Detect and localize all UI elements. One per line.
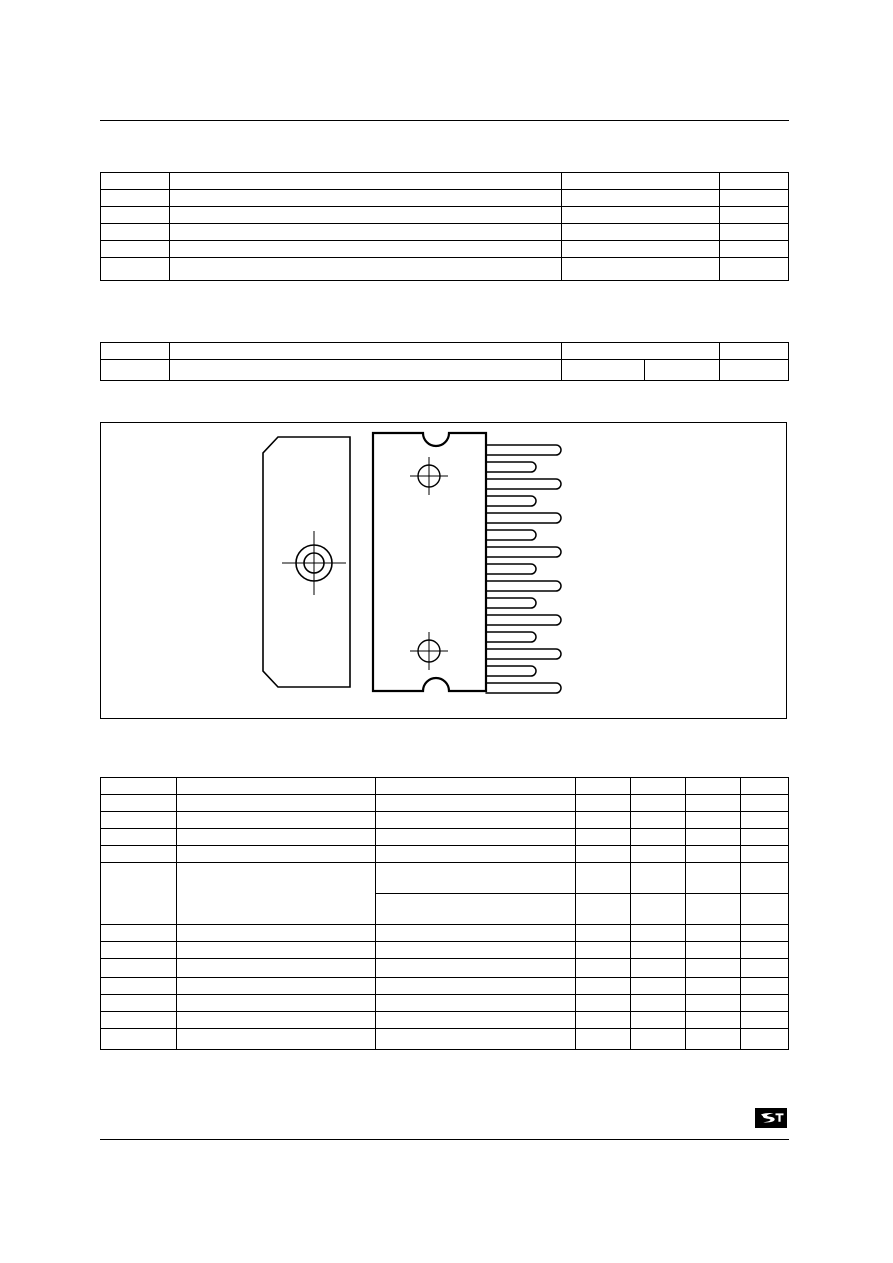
cell xyxy=(376,995,576,1012)
cell xyxy=(575,1012,630,1029)
cell xyxy=(101,942,177,959)
cell xyxy=(376,778,576,795)
cell xyxy=(685,942,740,959)
table-row xyxy=(101,173,789,190)
cell xyxy=(740,863,788,894)
table-row xyxy=(101,190,789,207)
cell xyxy=(561,224,719,241)
cell xyxy=(169,258,561,281)
table-row xyxy=(101,846,789,863)
cell xyxy=(575,846,630,863)
cell xyxy=(101,207,170,224)
cell xyxy=(685,812,740,829)
cell xyxy=(376,942,576,959)
cell xyxy=(176,925,376,942)
cell xyxy=(169,173,561,190)
cell xyxy=(376,795,576,812)
cell xyxy=(101,925,177,942)
cell xyxy=(575,959,630,978)
lead-5 xyxy=(486,513,561,523)
cell xyxy=(169,224,561,241)
cell xyxy=(169,360,561,381)
cell xyxy=(176,846,376,863)
lead-11 xyxy=(486,615,561,625)
footer-rule xyxy=(100,1139,789,1140)
table-row xyxy=(101,942,789,959)
cell xyxy=(740,795,788,812)
cell xyxy=(720,173,789,190)
cell xyxy=(561,207,719,224)
cell xyxy=(561,343,719,360)
cell xyxy=(101,173,170,190)
cell xyxy=(740,995,788,1012)
cell xyxy=(169,343,561,360)
cell xyxy=(561,173,719,190)
cell xyxy=(630,1012,685,1029)
cell xyxy=(720,343,789,360)
cell xyxy=(101,846,177,863)
cell xyxy=(575,894,630,925)
table-row xyxy=(101,343,789,360)
cell xyxy=(101,241,170,258)
cell xyxy=(740,894,788,925)
cell xyxy=(169,190,561,207)
lead-10 xyxy=(486,598,536,608)
header-rule xyxy=(100,120,789,121)
table-row xyxy=(101,812,789,829)
cell xyxy=(101,224,170,241)
lead-2 xyxy=(486,462,536,472)
cell xyxy=(720,241,789,258)
package-svg xyxy=(101,423,786,718)
cell xyxy=(644,360,720,381)
cell xyxy=(101,978,177,995)
lead-7 xyxy=(486,547,561,557)
table-row xyxy=(101,778,789,795)
cell xyxy=(575,795,630,812)
cell xyxy=(740,812,788,829)
cell xyxy=(685,978,740,995)
cell xyxy=(630,995,685,1012)
cell xyxy=(685,894,740,925)
lead-15 xyxy=(486,683,561,693)
cell xyxy=(685,795,740,812)
table-row xyxy=(101,829,789,846)
cell xyxy=(575,942,630,959)
table-row xyxy=(101,959,789,978)
table-row xyxy=(101,795,789,812)
cell xyxy=(685,1029,740,1050)
cell xyxy=(630,846,685,863)
cell xyxy=(176,959,376,978)
table-row xyxy=(101,863,789,894)
cell xyxy=(176,778,376,795)
table-row xyxy=(101,1012,789,1029)
cell xyxy=(575,978,630,995)
table-row xyxy=(101,224,789,241)
cell xyxy=(176,978,376,995)
cell xyxy=(630,925,685,942)
cell xyxy=(575,863,630,894)
cell xyxy=(740,1012,788,1029)
cell xyxy=(740,942,788,959)
thermal-data-table xyxy=(100,342,789,381)
lead-6 xyxy=(486,530,536,540)
cell xyxy=(376,978,576,995)
lead-12 xyxy=(486,632,536,642)
cell xyxy=(720,258,789,281)
cell xyxy=(561,258,719,281)
cell xyxy=(376,1012,576,1029)
cell xyxy=(101,829,177,846)
cell xyxy=(376,846,576,863)
cell xyxy=(101,190,170,207)
cell xyxy=(101,778,177,795)
cell xyxy=(376,1029,576,1050)
cell xyxy=(740,959,788,978)
cell xyxy=(575,995,630,1012)
cell xyxy=(376,812,576,829)
cell xyxy=(630,894,685,925)
cell xyxy=(176,1029,376,1050)
lead-8 xyxy=(486,564,536,574)
cell xyxy=(101,343,170,360)
cell xyxy=(376,829,576,846)
cell xyxy=(685,829,740,846)
table-row xyxy=(101,1029,789,1050)
cell xyxy=(740,846,788,863)
cell xyxy=(630,863,685,894)
cell xyxy=(740,829,788,846)
cell xyxy=(101,1012,177,1029)
cell xyxy=(176,1012,376,1029)
cell xyxy=(376,925,576,942)
cell xyxy=(740,778,788,795)
cell xyxy=(685,995,740,1012)
lead-9 xyxy=(486,581,561,591)
cell xyxy=(169,241,561,258)
cell xyxy=(630,778,685,795)
cell xyxy=(561,360,644,381)
absolute-maximum-ratings-table xyxy=(100,172,789,281)
table-row xyxy=(101,258,789,281)
cell xyxy=(101,795,177,812)
cell xyxy=(685,925,740,942)
cell xyxy=(176,863,376,925)
table-row xyxy=(101,241,789,258)
package-outline-drawing xyxy=(100,422,787,719)
cell xyxy=(720,207,789,224)
cell xyxy=(176,942,376,959)
cell xyxy=(720,360,789,381)
st-logo xyxy=(752,1105,790,1131)
cell xyxy=(176,812,376,829)
cell xyxy=(630,942,685,959)
cell xyxy=(101,1029,177,1050)
cell xyxy=(101,258,170,281)
cell xyxy=(575,812,630,829)
table-row xyxy=(101,360,789,381)
cell xyxy=(685,863,740,894)
table-row xyxy=(101,978,789,995)
cell xyxy=(685,959,740,978)
heatsink-tab-outline xyxy=(263,437,350,687)
cell xyxy=(630,795,685,812)
cell xyxy=(575,1029,630,1050)
table-row xyxy=(101,995,789,1012)
cell xyxy=(376,894,576,925)
cell xyxy=(685,846,740,863)
cell xyxy=(376,863,576,894)
cell xyxy=(176,829,376,846)
cell xyxy=(176,795,376,812)
cell xyxy=(630,959,685,978)
cell xyxy=(630,978,685,995)
lead-13 xyxy=(486,649,561,659)
cell xyxy=(630,829,685,846)
cell xyxy=(561,241,719,258)
lead-4 xyxy=(486,496,536,506)
cell xyxy=(630,1029,685,1050)
table-row xyxy=(101,925,789,942)
cell xyxy=(720,190,789,207)
table-row xyxy=(101,207,789,224)
cell xyxy=(740,1029,788,1050)
cell xyxy=(630,812,685,829)
lead-3 xyxy=(486,479,561,489)
st-logo-svg xyxy=(752,1105,790,1131)
cell xyxy=(101,863,177,925)
lead-1 xyxy=(486,445,561,455)
cell xyxy=(575,778,630,795)
mechanical-data-table xyxy=(100,777,789,1050)
cell xyxy=(176,995,376,1012)
cell xyxy=(376,959,576,978)
cell xyxy=(740,925,788,942)
cell xyxy=(740,978,788,995)
cell xyxy=(575,925,630,942)
cell xyxy=(685,1012,740,1029)
cell xyxy=(561,190,719,207)
cell xyxy=(101,360,170,381)
cell xyxy=(575,829,630,846)
cell xyxy=(169,207,561,224)
lead-14 xyxy=(486,666,536,676)
cell xyxy=(720,224,789,241)
cell xyxy=(101,995,177,1012)
cell xyxy=(685,778,740,795)
cell xyxy=(101,812,177,829)
cell xyxy=(101,959,177,978)
